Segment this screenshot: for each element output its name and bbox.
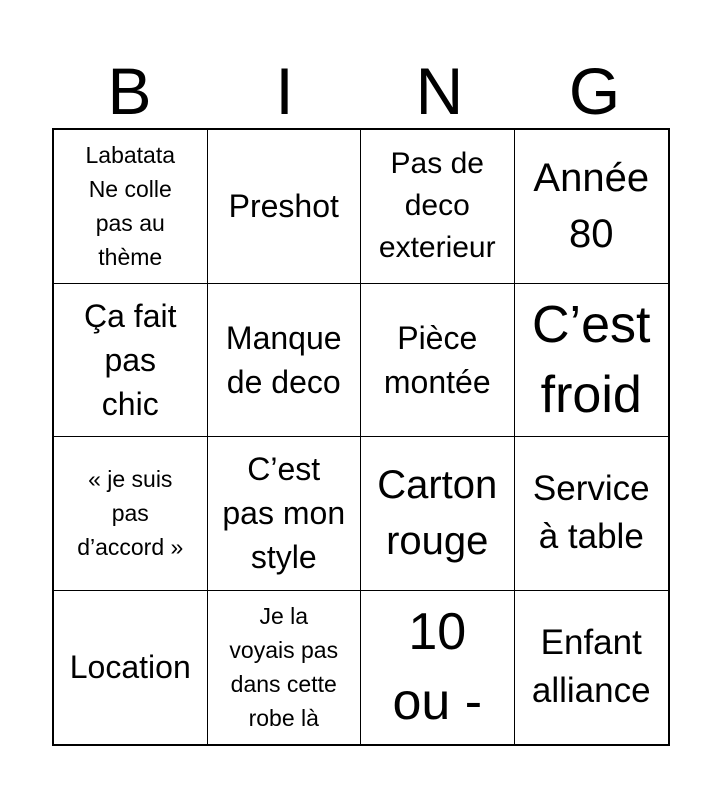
bingo-cell[interactable] [208,284,362,438]
cell-text: Manque de deco [225,319,342,400]
bingo-cell[interactable] [361,130,515,284]
cell-text: Labatata Ne colle pas au thème [85,142,176,271]
cell-text: C’est froid [532,295,651,424]
bingo-cell[interactable] [208,591,362,745]
cell-text: C’est pas mon style [222,451,346,576]
cell-text: Carton rouge [377,463,498,564]
cell-text: 10 ou - [392,603,483,732]
cell-text: Ça fait pas chic [84,297,177,422]
cell-text: Pas de deco exterieur [378,147,496,265]
bingo-cell[interactable] [54,437,208,591]
cell-text: Enfant alliance [531,623,651,711]
bingo-grid [52,128,670,746]
cell-text: Année 80 [533,156,650,257]
header-letter-b: B [107,54,152,128]
bingo-cell[interactable] [54,284,208,438]
bingo-cell[interactable] [515,591,669,745]
bingo-cell[interactable] [208,130,362,284]
cell-text: Preshot [228,188,339,225]
bingo-cell[interactable] [361,591,515,745]
header-letter-i: I [275,54,294,128]
cell-text: Pièce montée [383,319,491,400]
cell-text: Service à table [532,469,650,557]
bingo-header [52,55,672,127]
header-letter-n: N [415,54,464,128]
bingo-cell[interactable] [361,284,515,438]
cell-text: « je suis pas d’accord » [77,466,184,561]
bingo-cell[interactable] [361,437,515,591]
cell-text: Je la voyais pas dans cette robe là [229,603,339,732]
bingo-cell[interactable] [208,437,362,591]
bingo-cell[interactable] [515,130,669,284]
header-letter-g: G [568,54,621,128]
bingo-cell[interactable] [54,130,208,284]
bingo-cell[interactable] [54,591,208,745]
bingo-cell[interactable] [515,437,669,591]
cell-text: Location [69,649,191,686]
bingo-cell[interactable] [515,284,669,438]
